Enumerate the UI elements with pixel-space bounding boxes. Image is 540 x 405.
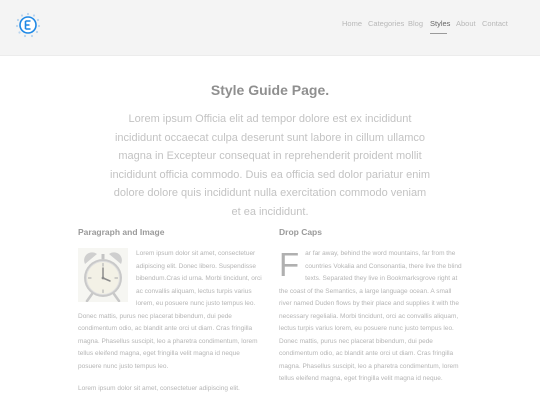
nav-item-categories[interactable]: Categories <box>368 19 405 28</box>
site-header <box>0 0 540 56</box>
nav-item-blog[interactable]: Blog <box>408 19 424 28</box>
second-paragraph: Lorem ipsum dolor sit amet, consectetuer adipiscing elit. <box>78 385 240 392</box>
nav-item-styles[interactable]: Styles <box>430 19 451 28</box>
main-nav <box>0 19 540 39</box>
nav-item-about[interactable]: About <box>456 19 476 28</box>
drop-cap-text: ar far away, behind the word mountains, far from the countries Vokalia and Consonantia, there live the blind texts. Separated they live in Bookmarksgrove right at the coast of the Semantics, a large language ocean. A small river named Duden flows by their place and supplies it with the necessary regelialia. Morbi tincidunt, orci ac convallis aliquam, lectus turpis varius lorem, eu posuere nunc justo tempus leo. Donec mattis, purus nec placerat bibendum, dui pede condimentum odio, ac blandit ante orci ut diam. Cras fringilla magna. Phasellus suscipit, leo a pharetra condimentum, lorem tellus eleifend magna, eget fringilla velit magna id neque. <box>279 250 462 382</box>
section-title-drop-caps: Drop Caps <box>279 227 322 237</box>
alarm-clock-image <box>78 248 128 302</box>
section-title-paragraph-image: Paragraph and Image <box>78 227 165 237</box>
drop-cap-letter: F <box>279 246 300 283</box>
nav-item-home[interactable]: Home <box>342 19 363 28</box>
drop-caps-section <box>279 226 464 386</box>
active-nav-underline <box>430 33 447 34</box>
paragraph-image-section <box>78 226 263 396</box>
drop-cap-paragraph <box>279 248 464 386</box>
paragraph-text: Lorem ipsum dolor sit amet, consectetuer adipiscing elit. Donec libero. Suspendisse bibendum.Cras id urna. Morbi tincidunt, orci ac convallis aliquam, lectus turpis varius lorem, eu posuere nunc justo tempus leo. Donec mattis, purus nec placerat bibendum, dui pede condimentum odio, ac blandit ante orci ut diam. Cras fringilla magna. Phasellus suscipit, leo a pharetra condimentum, lorem tellus eleifend magna, eget fringilla velit magna id neque posuere nunc justo tempus leo. <box>78 250 262 370</box>
nav-item-contact[interactable]: Contact <box>482 19 508 28</box>
paragraph-with-image <box>78 248 263 373</box>
page-title: Style Guide Page. <box>210 82 330 98</box>
intro-paragraph: Lorem ipsum Officia elit ad tempor dolore est ex incididunt incididunt occaecat culpa deserunt sunt labore in cillum ullamco magna in Excepteur consequat in reprehenderit proident mollit incididunt officia commodo. Duis ea officia sed dolor pariatur enim dolore dolore quis incididunt nulla exercitation commodo veniam et ea incididunt. <box>110 113 430 218</box>
